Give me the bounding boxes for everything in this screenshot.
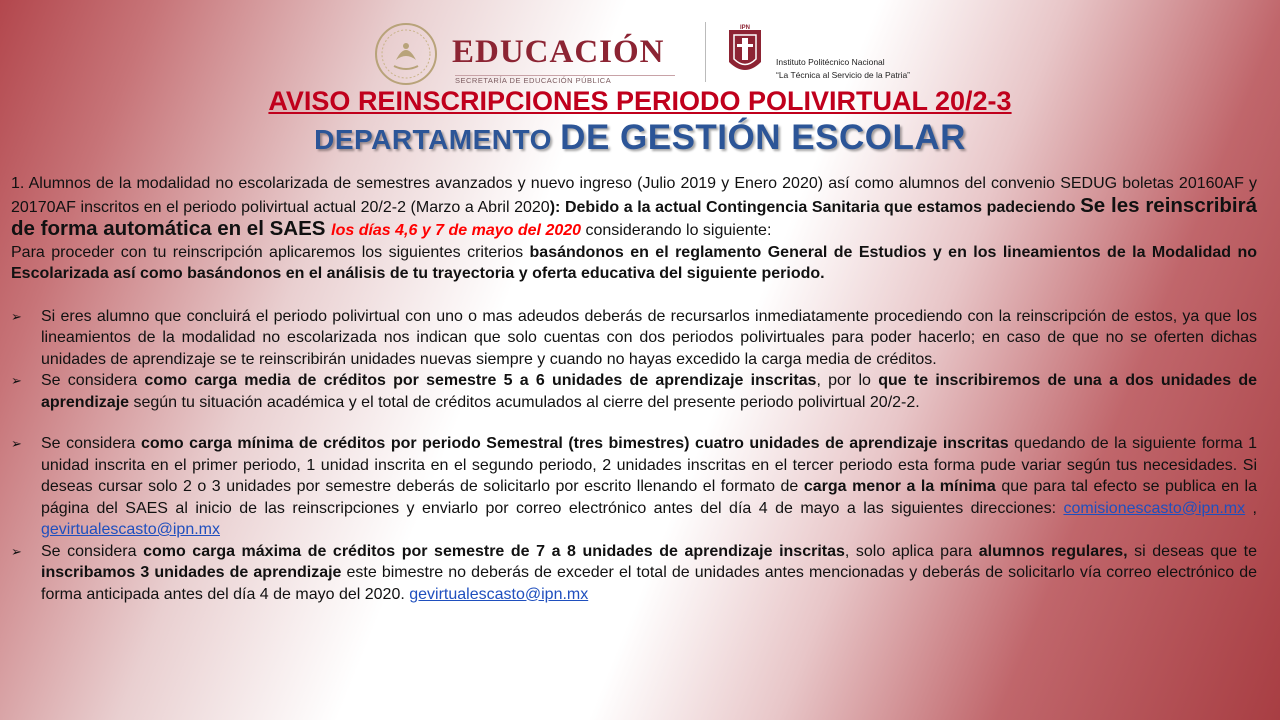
- b4-text-1: Se considera: [41, 542, 144, 560]
- p1-dates: los días 4,6 y 7 de mayo del 2020: [331, 222, 582, 239]
- p1-text-3: Se les reinscribirá de forma automática en el SAES: [11, 193, 1258, 240]
- b3-text-1: Se considera: [41, 435, 141, 452]
- p1-text-1: 1. Alumnos de la modalidad no escolarizada de semestres avanzados y nuevo ingreso (Julio 2019 y Enero 2020) así como alumnos del convenio SEDUG boletas 20160AF y 20170AF inscritos en el periodo polivirtual actual 20/2-2 (Marzo a Abril 2020: [11, 175, 1257, 216]
- b2-text-5: según tu situación académica y el total de créditos acumulados al cierre del presente periodo polivirtual 20/2-2.: [129, 393, 920, 411]
- email-link-gevirtuales[interactable]: gevirtualescasto@ipn.mx: [41, 521, 220, 538]
- b4-text-3: , solo aplica para: [844, 542, 979, 560]
- subtitle-part-2: DE GESTIÓN ESCOLAR: [560, 118, 966, 157]
- arrow-bullet-icon: ➢: [11, 436, 22, 451]
- notice-body: [11, 173, 1257, 605]
- ipn-logo: [725, 24, 765, 80]
- header: [0, 8, 1280, 84]
- b2-text-3: , por lo: [816, 372, 879, 389]
- criteria-item-2: [11, 370, 1257, 413]
- sep-subtitle: SECRETARÍA DE EDUCACIÓN PÚBLICA: [455, 76, 612, 85]
- p2-text-1: Para proceder con tu reinscripción aplicaremos los siguientes criterios: [11, 243, 530, 261]
- b4-text-2: como carga máxima de créditos por semestre de 7 a 8 unidades de aprendizaje inscritas: [143, 542, 845, 560]
- criteria-item-3: [11, 433, 1257, 541]
- email-link-comisiones[interactable]: comisionescasto@ipn.mx: [1063, 499, 1246, 517]
- criteria-item-1: [11, 306, 1257, 371]
- b2-text-2: como carga media de créditos por semestre 5 a 6 unidades de aprendizaje inscritas: [144, 372, 817, 389]
- paragraph-1: [11, 173, 1257, 242]
- ipn-logo-text: IPN: [739, 25, 751, 31]
- criteria-list: [11, 306, 1257, 606]
- b3-text-5: que para tal efecto se publica en la página del SAES al inicio de las reinscripciones y enviarlo por correo electrónico antes del día 4 de mayo a las siguientes direcciones:: [41, 478, 1258, 517]
- p2-text-2: basándonos en el reglamento General de Estudios y en los lineamientos de la Modalidad no Escolarizada así como basándonos en el análisis de tu trayectoria y oferta educativa del siguiente periodo.: [11, 243, 1258, 282]
- arrow-bullet-icon: ➢: [11, 373, 22, 388]
- ipn-name: Instituto Politécnico Nacional: [776, 57, 885, 67]
- b3-text-4: carga menor a la mínima: [803, 478, 996, 495]
- subtitle-part-1: DEPARTAMENTO: [314, 124, 561, 155]
- notice-title: AVISO REINSCRIPCIONES PERIODO POLIVIRTUAL 20/2-3: [268, 86, 1012, 116]
- p1-text-5: considerando lo siguiente:: [581, 222, 772, 239]
- department-subtitle: [0, 118, 1280, 158]
- b2-text-1: Se considera: [41, 372, 145, 389]
- b3-text-6: ,: [1245, 499, 1258, 517]
- email-link-gevirtuales-2[interactable]: gevirtualescasto@ipn.mx: [409, 585, 589, 603]
- logo-divider: [705, 22, 706, 82]
- arrow-bullet-icon: ➢: [11, 543, 22, 559]
- educacion-wordmark: EDUCACIÓN: [452, 34, 665, 70]
- criteria-item-4: [11, 541, 1257, 606]
- b4-text-4: alumnos regulares,: [978, 542, 1128, 560]
- p1-text-2: ): Debido a la actual Contingencia Sanitaria que estamos padeciendo: [549, 198, 1081, 216]
- b2-text-4: que te inscribiremos de una a dos unidades de aprendizaje: [41, 372, 1258, 411]
- b4-text-5: si deseas que te: [1127, 542, 1258, 560]
- ipn-motto: “La Técnica al Servicio de la Patria”: [776, 70, 911, 80]
- mexico-coat-of-arms-seal: [374, 22, 438, 86]
- arrow-bullet-icon: ➢: [11, 308, 22, 324]
- paragraph-2: [11, 242, 1257, 285]
- b4-text-6: inscribamos 3 unidades de aprendizaje: [41, 564, 342, 581]
- b3-text-3: quedando de la siguiente forma 1 unidad inscrita en el primer periodo, 1 unidad inscrita en el segundo periodo, 2 unidades inscritas en el tercer periodo esta forma pude variar según tus necesidades. Si deseas cursar solo 2 o 3 unidades por semestre deberás de solicitarlo por escrito llenando el formato de: [41, 435, 1257, 495]
- b3-text-2: como carga mínima de créditos por periodo Semestral (tres bimestres) cuatro unidades de aprendizaje inscritas: [140, 435, 1009, 452]
- b1-text-1: Si eres alumno que concluirá el periodo polivirtual con uno o mas adeudos deberás de recursarlos inmediatamente procediendo con la reinscripción de estos, ya que los lineamientos de la modalidad no escolarizada nos indican que solo cuentas con dos periodos polivirtuales para poder hacerlo; en caso de que no se oferten dichas unidades de aprendizaje se te reinscribirán unidades nuevas siempre y cuando no hayas excedido la carga media de créditos.: [41, 307, 1257, 368]
- b4-text-7: este bimestre no deberás de exceder el total de unidades antes mencionadas y deberás de solicitarlo vía correo electrónico de forma anticipada antes del día 4 de mayo del 2020.: [41, 564, 1257, 603]
